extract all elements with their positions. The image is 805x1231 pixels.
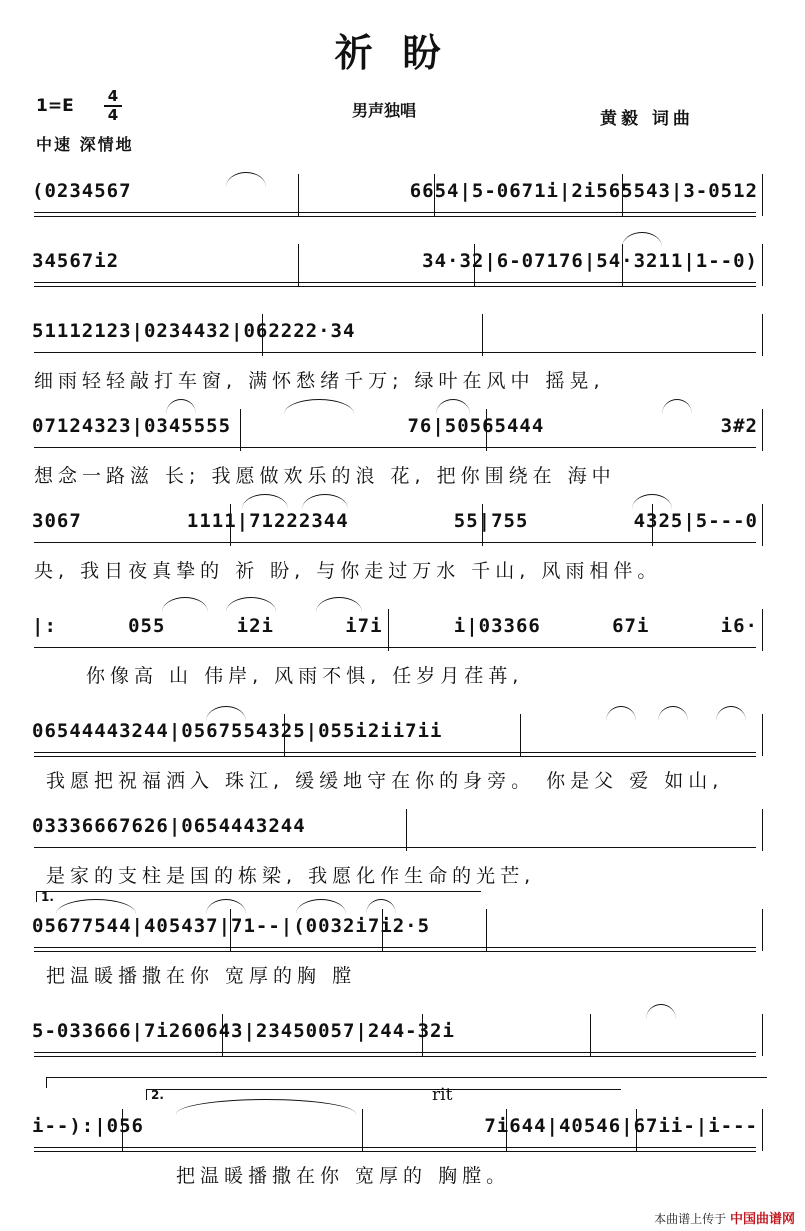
lyrics-line: 想念一路滋 长; 我愿做欢乐的浪 花, 把你围绕在 海中 — [34, 465, 616, 487]
ritardando-mark: rit — [432, 1085, 453, 1105]
barline — [622, 244, 623, 286]
volta-bracket: 2. — [146, 1089, 621, 1100]
tempo-marking: 中速 深情地 — [36, 135, 134, 154]
barline — [486, 409, 487, 451]
barline — [486, 909, 487, 951]
slur-mark — [162, 597, 208, 612]
score-system-5 — [26, 500, 764, 596]
volta-bracket: 1. — [36, 891, 481, 902]
score-system-11 — [26, 1085, 764, 1201]
barline — [298, 244, 299, 286]
barline — [762, 1109, 763, 1151]
time-sig-top: 4 — [107, 87, 119, 105]
barline — [122, 1109, 123, 1151]
notes-line: 34567i2 34·32|6-07176|54·3211|1--0) — [32, 250, 758, 272]
beam-line — [34, 286, 756, 287]
lyrics-line: 把温暖播撒在你 宽厚的 胸膛。 — [176, 1165, 511, 1187]
barline — [762, 809, 763, 851]
beam-line — [34, 951, 756, 952]
notes-line: i--):|056 7i644|40546|67ii-|i--- — [32, 1115, 758, 1137]
beam-line — [34, 752, 756, 753]
barline — [382, 909, 383, 951]
barline — [590, 1014, 591, 1056]
barline — [506, 1109, 507, 1151]
barline — [762, 609, 763, 651]
barline — [652, 504, 653, 546]
barline — [230, 909, 231, 951]
volta-bracket — [46, 1077, 767, 1088]
score-system-6 — [26, 605, 764, 701]
barline — [762, 409, 763, 451]
notes-line: 05677544|405437|71--|(0032i7i2·5 — [32, 915, 431, 937]
barline — [474, 244, 475, 286]
barline — [762, 174, 763, 216]
footer-prefix: 本曲谱上传于 — [654, 1212, 727, 1226]
beam-line — [34, 216, 756, 217]
slur-mark — [226, 597, 276, 612]
beam-line — [34, 352, 756, 353]
beam-line — [34, 282, 756, 283]
slur-mark — [606, 706, 636, 721]
score-system-3 — [26, 310, 764, 406]
barline — [762, 909, 763, 951]
footer-credit — [654, 1208, 795, 1227]
voice-type: 男声独唱 — [352, 101, 417, 120]
time-signature — [104, 88, 122, 124]
barline — [240, 409, 241, 451]
notes-line: (0234567 6654|5-0671i|2i565543|3-0512 — [32, 180, 758, 202]
notes-line: 51112123|0234432|062222·34 — [32, 320, 356, 342]
barline — [406, 809, 407, 851]
author-credit: 黄毅 词曲 — [600, 109, 694, 129]
beam-line — [34, 1151, 756, 1152]
barline — [422, 1014, 423, 1056]
page-title: 祈盼 — [334, 30, 471, 75]
beam-line — [34, 1056, 756, 1057]
notes-line: |: 055 i2i i7i i|03366 67i i6· — [32, 615, 758, 637]
notes-line: 07124323|0345555 76|50565444 3#2 — [32, 415, 758, 437]
score-system-9 — [26, 890, 764, 1001]
slur-mark — [316, 597, 362, 612]
slur-mark — [646, 1004, 676, 1019]
lyrics-line: 细雨轻轻敲打车窗, 满怀愁绪千万; 绿叶在风中 摇晃, — [34, 370, 605, 392]
slur-mark — [658, 706, 688, 721]
site-logo: 中国曲谱网 — [729, 1212, 795, 1227]
beam-line — [34, 447, 756, 448]
barline — [482, 314, 483, 356]
barline — [762, 314, 763, 356]
beam-line — [34, 542, 756, 543]
slur-mark — [206, 706, 246, 721]
barline — [520, 714, 521, 756]
barline — [482, 504, 483, 546]
barline — [362, 1109, 363, 1151]
barline — [636, 1109, 637, 1151]
lyrics-line: 你像高 山 伟岸, 风雨不惧, 任岁月荏苒, — [86, 665, 524, 687]
beam-line — [34, 212, 756, 213]
score-system-7 — [26, 710, 764, 806]
barline — [298, 174, 299, 216]
score-system-8 — [26, 805, 764, 901]
barline — [762, 244, 763, 286]
barline — [762, 1014, 763, 1056]
slur-mark — [226, 172, 266, 187]
barline — [222, 1014, 223, 1056]
barline — [262, 314, 263, 356]
beam-line — [34, 1147, 756, 1148]
notes-line: 5-033666|7i260643|23450057|244-32i — [32, 1020, 455, 1042]
lyrics-line: 央, 我日夜真挚的 祈 盼, 与你走过万水 千山, 风雨相伴。 — [34, 560, 662, 582]
barline — [762, 504, 763, 546]
barline — [622, 174, 623, 216]
beam-line — [34, 756, 756, 757]
barline — [230, 504, 231, 546]
lyrics-line: 是家的支柱是国的栋梁, 我愿化作生命的光芒, — [46, 865, 536, 887]
notes-line: 03336667626|0654443244 — [32, 815, 306, 837]
lyrics-line: 把温暖播撒在你 宽厚的胸 膛 — [46, 965, 357, 987]
time-sig-bottom: 4 — [107, 106, 119, 124]
barline — [388, 609, 389, 651]
beam-line — [34, 647, 756, 648]
barline — [434, 174, 435, 216]
key-signature: 1=E — [36, 96, 74, 116]
beam-line — [34, 947, 756, 948]
score-system-4 — [26, 405, 764, 501]
notes-line: 06544443244|0567554325|055i2ii7ii — [32, 720, 443, 742]
beam-line — [34, 1052, 756, 1053]
slur-mark — [716, 706, 746, 721]
barline — [762, 714, 763, 756]
lyrics-line: 我愿把祝福洒入 珠江, 缓缓地守在你的身旁。 你是父 爱 如山, — [46, 770, 724, 792]
notes-line: 3067 1111|71222344 55|755 4325|5---0 — [32, 510, 758, 532]
beam-line — [34, 847, 756, 848]
barline — [284, 714, 285, 756]
